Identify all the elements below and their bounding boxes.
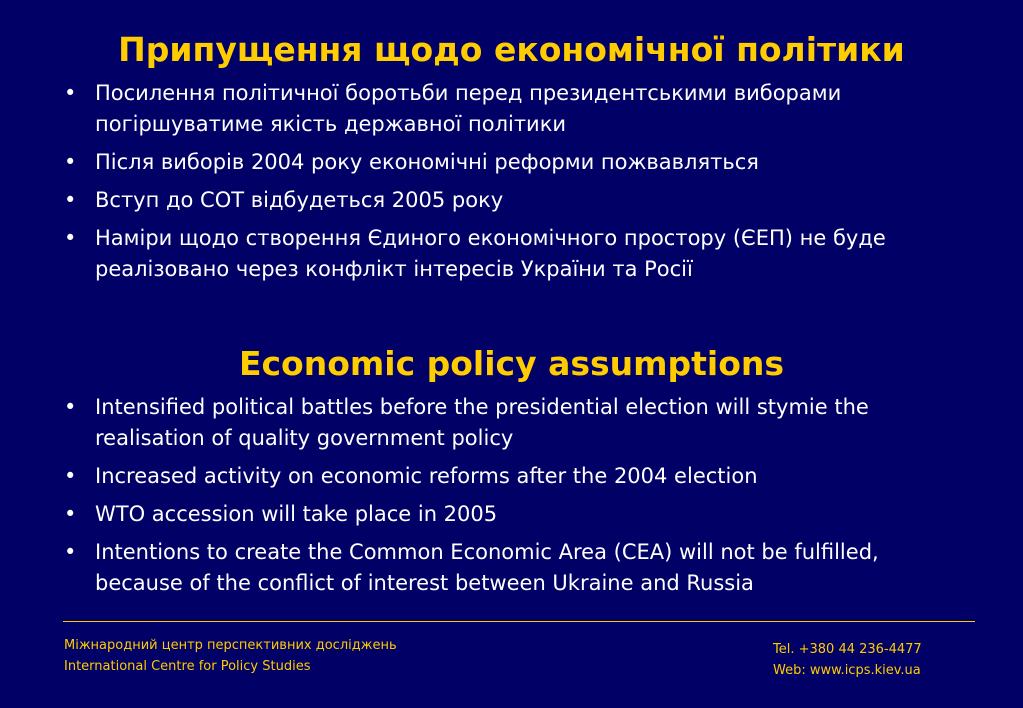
bullet-text: Посилення політичної боротьби перед президентськими виборами погіршуватиме якість державної політики [95,81,842,136]
bullet-text: Наміри щодо створення Єдиного економічного простору (ЄЕП) не буде реалізовано через конфлікт інтересів України та Росії [95,226,886,281]
bullet-text: WTO accession will take place in 2005 [95,502,498,526]
bullet-text: Після виборів 2004 року економічні реформи пожвавляться [95,150,759,174]
bullet-marker: • [64,464,77,488]
bullet-text: Вступ до СОТ відбудеться 2005 року [95,188,504,212]
bullet-marker: • [64,150,77,174]
bullet-marker: • [64,540,77,564]
bullet-marker: • [64,188,77,212]
bullet-item [64,223,964,285]
bullet-item [64,78,964,140]
bullet-list-ukrainian [64,78,964,292]
bullet-item [64,392,964,454]
footer-contact [773,639,922,681]
bullet-marker: • [64,81,77,105]
bullet-item [64,147,964,178]
title-english: Economic policy assumptions [238,344,785,383]
bullet-marker: • [64,502,77,526]
bullet-marker: • [64,226,77,250]
footer-organization [64,635,397,677]
org-name-ukrainian: Міжнародний центр перспективних досліджень [64,638,397,653]
bullet-item [64,461,964,492]
title-ukrainian: Припущення щодо економічної політики [118,30,905,69]
bullet-text: Increased activity on economic reforms after the 2004 election [95,464,758,488]
bullet-item [64,185,964,216]
bullet-list-english [64,392,964,606]
bullet-item [64,537,964,599]
bullet-text: Intentions to create the Common Economic Area (CEA) will not be fulfilled, because of the conflict of interest between Ukraine and Russia [95,540,879,595]
bullet-text: Intensified political battles before the presidential election will stymie the realisation of quality government policy [95,395,869,450]
footer-divider [63,621,975,622]
bullet-marker: • [64,395,77,419]
bullet-item [64,499,964,530]
contact-website[interactable]: Web: www.icps.kiev.ua [773,663,921,678]
contact-telephone: Tel. +380 44 236-4477 [773,642,922,657]
org-name-english: International Centre for Policy Studies [64,659,311,674]
